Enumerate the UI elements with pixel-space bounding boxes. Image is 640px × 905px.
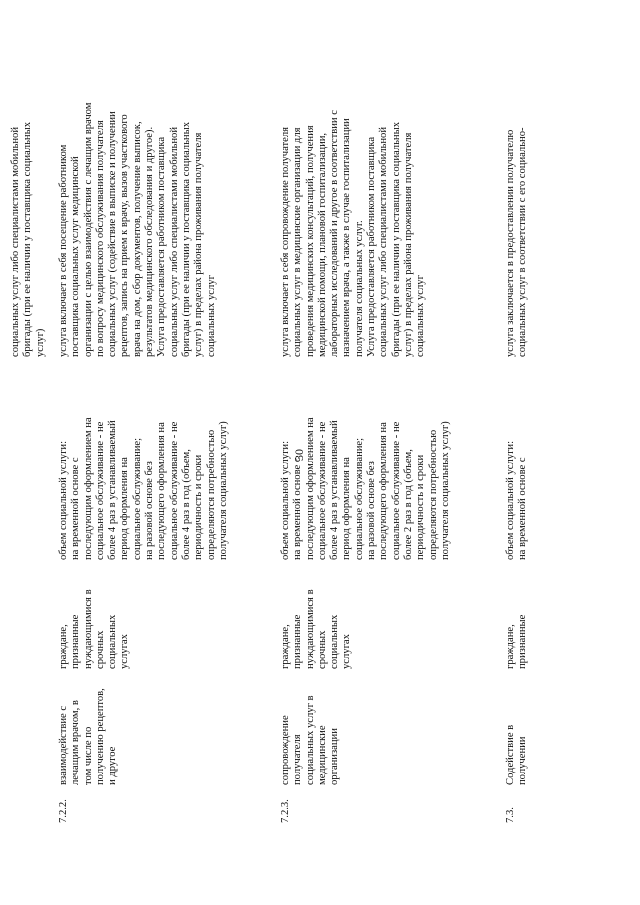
service-description: социальных услуг либо специалистами мобильной бригады (при ее наличии у поставщика социальных услуг): [10, 122, 46, 357]
row-number: 7.2.3.: [280, 799, 291, 823]
service-description: услуга заключается в предоставлении получателю социальных услуг в соответствии с его социально-: [505, 127, 529, 357]
recipient-category: граждане, признанные: [505, 614, 529, 669]
service-name: сопровождение получателя социальных услуг в медицинские организации: [280, 695, 341, 785]
service-name: взаимодействие с лечащим врачом, в том числе по получению рецептов, и другое: [58, 688, 119, 785]
service-volume: объем социальной услуги: на временной основе с: [505, 440, 529, 560]
service-name: Содействие в получении: [505, 724, 529, 785]
row-number: 7.3.: [505, 807, 516, 823]
page-number: 30: [292, 449, 306, 461]
recipient-category: граждане, признанные нуждающимися в срочных социальных услугах: [58, 589, 131, 669]
recipient-category: граждане, признанные нуждающимися в срочных социальных услугах: [280, 589, 353, 669]
service-volume: объем социальной услуги: на временной основе с последующим оформлением на социальное обслуживание - не более 4 раз в устанавливаемый период оформления на социальное обслуживание; на разовой основе без последующего оформления на социальное обслуживание - не более 2 раз в год (объем, периодичность и сроки определяются потребностью получателя социальных услуг): [280, 417, 451, 560]
service-volume: объем социальной услуги: на временной основе с последующим оформлением на социальное обслуживание - не более 4 раз в устанавливаемый период оформления на социальное обслуживание; на разовой основе без последующего оформления на социальное обслуживание - не более 4 раз в год (объем, периодичность и сроки определяются потребностью получателя социальных услуг): [58, 417, 229, 560]
row-number: 7.2.2.: [58, 799, 69, 823]
service-description: услуга включает в себя посещение работником поставщика социальных услуг медицинской организации с целью взаимодействия с лечащим врачом по вопросу медицинского обслуживания получателя социальных услуг (содействие в выписке и получении рецептов, запись на прием к врачу, вызов участкового врача на дом, сбор документов, получение выписок, результатов медицинского обследования и другое). Услуга предоставляется работником поставщика социальных услуг либо специалистами мобильной бригады (при ее наличии у поставщика социальных услуг) в пределах района проживания получателя социальных услуг: [58, 102, 217, 357]
service-description: услуга включает в себя сопровождение получателя социальных услуг в медицинские организации для проведения медицинских консультаций, получения медицинской помощи, плановой госпитализации, лабораторных исследований и другое в соответствии с назначением врача, а также в случае госпитализации получателя социальных услуг. Услуга предоставляется работником поставщика социальных услуг либо специалистами мобильной бригады (при ее наличии у поставщика социальных услуг) в пределах района проживания получателя социальных услуг: [280, 110, 427, 357]
